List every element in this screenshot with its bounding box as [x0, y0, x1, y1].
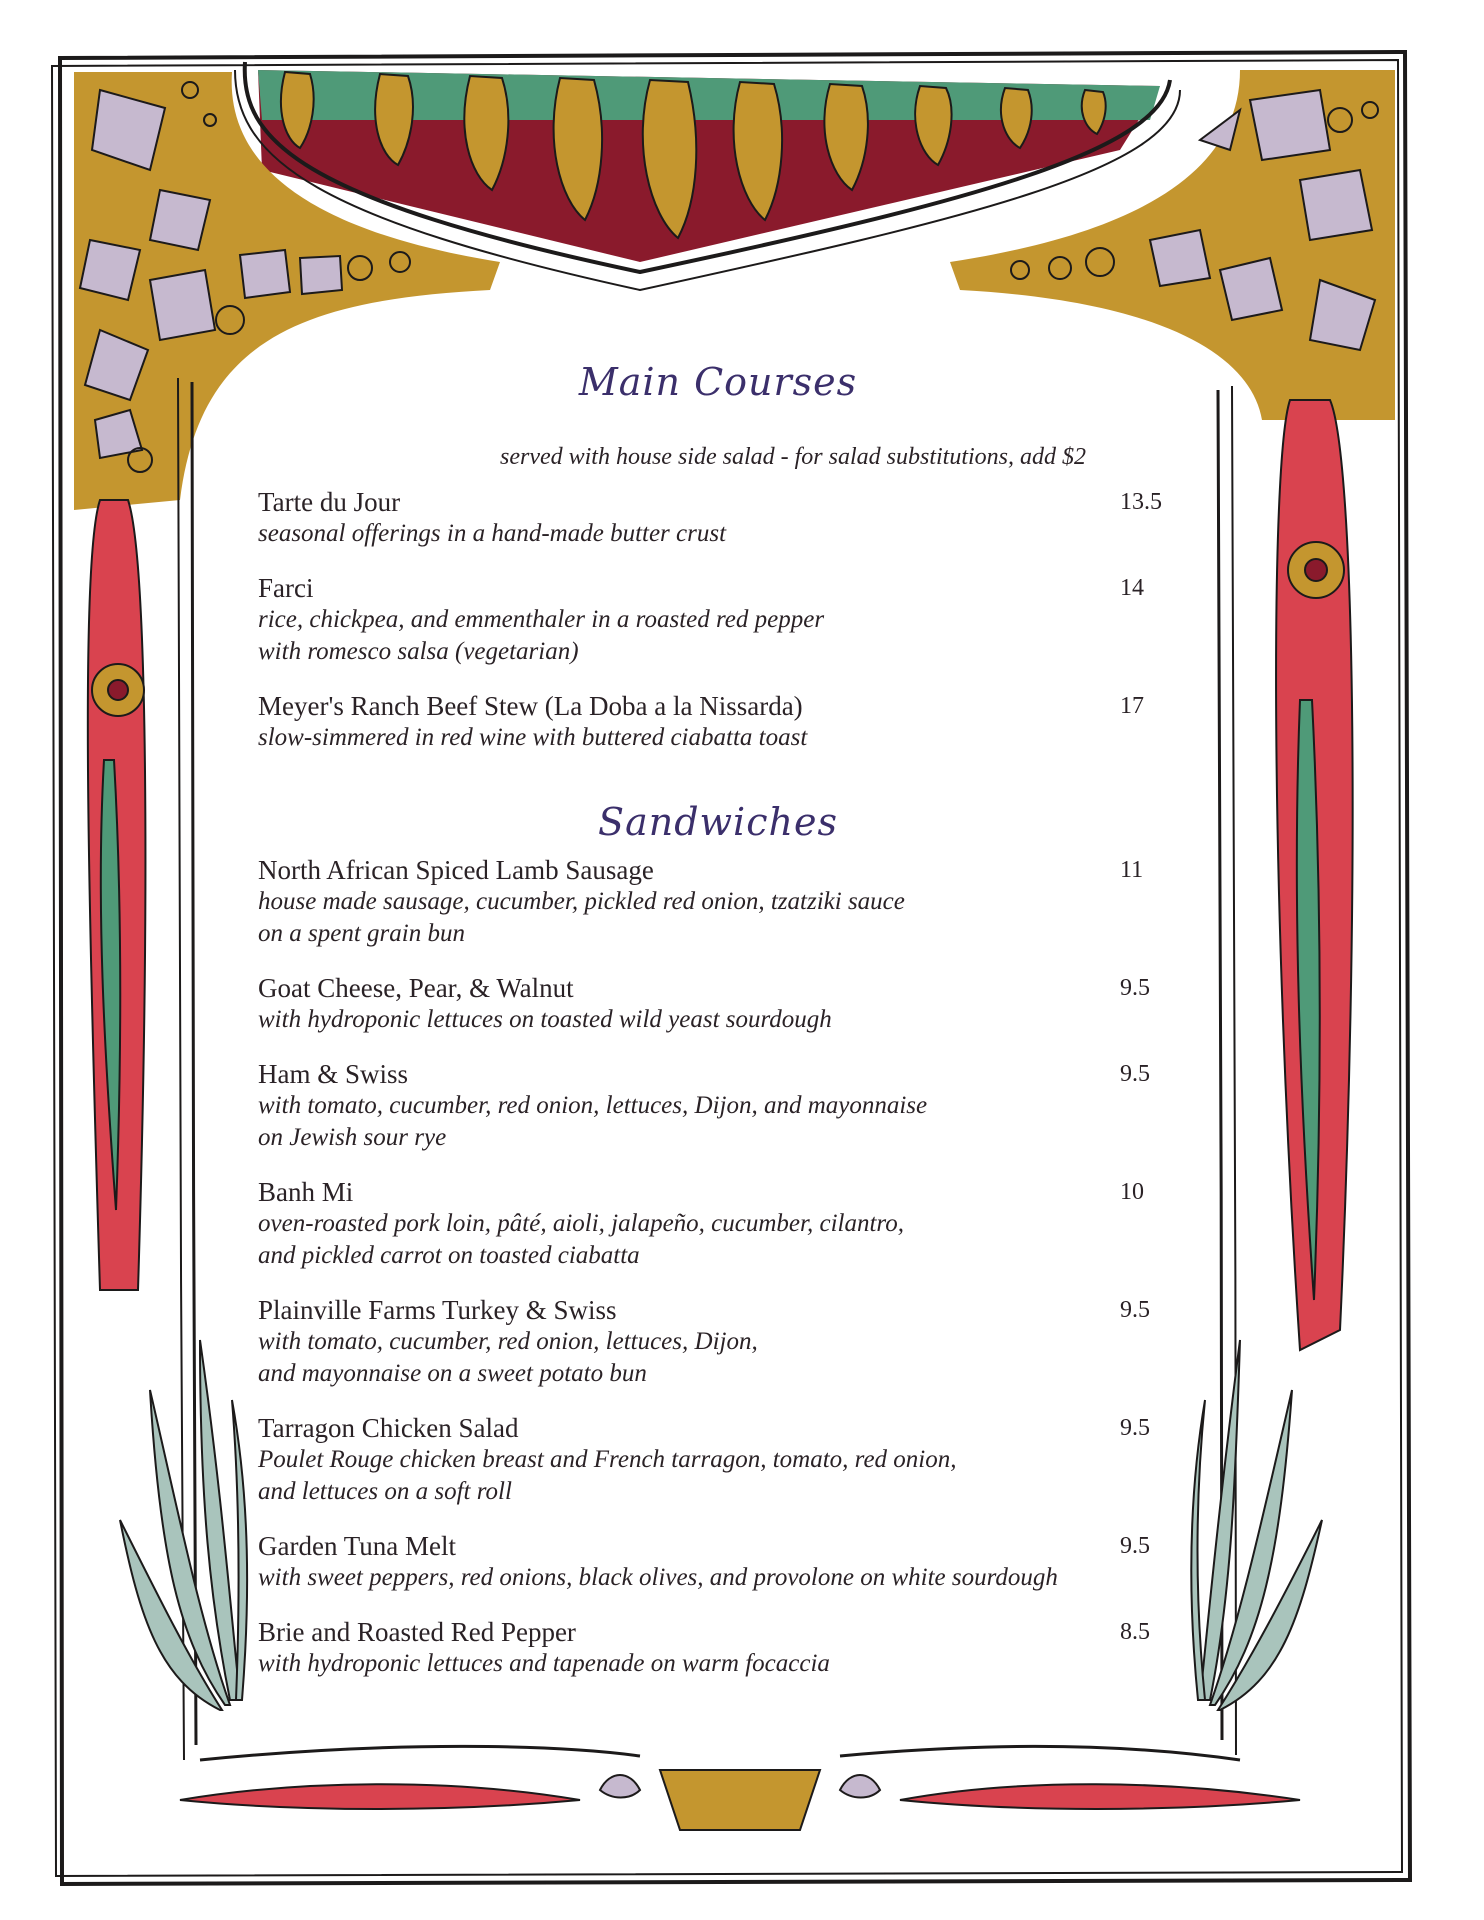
item-description: with hydroponic lettuces and tapenade on warm focaccia [258, 1650, 830, 1677]
menu-item [258, 854, 1178, 950]
item-price: 8.5 [1120, 1619, 1150, 1645]
main-courses-subtitle: served with house side salad - for salad substitutions, add $2 [499, 444, 1086, 470]
item-name: Plainville Farms Turkey & Swiss [258, 1295, 617, 1325]
item-name: Tarte du Jour [258, 487, 401, 517]
item-name: North African Spiced Lamb Sausage [258, 855, 654, 885]
item-name: Banh Mi [258, 1177, 354, 1207]
item-name: Ham & Swiss [258, 1059, 409, 1089]
menu-item [258, 1294, 1178, 1390]
item-description: with tomato, cucumber, red onion, lettuces, Dijon, and mayonnaise on Jewish sour rye [258, 1092, 928, 1151]
item-price: 11 [1120, 857, 1144, 883]
section-title-main-courses: Main Courses [578, 360, 858, 404]
item-name: Farci [258, 573, 314, 603]
menu-item [258, 690, 1178, 754]
item-description: house made sausage, cucumber, pickled red onion, tzatziki sauce on a spent grain bun [258, 888, 905, 947]
item-price: 17 [1120, 693, 1144, 719]
menu-item [258, 572, 1178, 668]
menu-item [258, 1058, 1178, 1154]
item-description: with sweet peppers, red onions, black olives, and provolone on white sourdough [258, 1564, 1058, 1591]
section-title-sandwiches: Sandwiches [598, 800, 838, 844]
item-name: Tarragon Chicken Salad [258, 1413, 519, 1443]
item-name: Garden Tuna Melt [258, 1531, 456, 1561]
menu-item [258, 1530, 1178, 1594]
item-price: 9.5 [1120, 1297, 1150, 1323]
menu-item [258, 1616, 1178, 1680]
item-price: 13.5 [1120, 489, 1162, 515]
item-name: Brie and Roasted Red Pepper [258, 1617, 576, 1647]
item-price: 9.5 [1120, 975, 1150, 1001]
menu-item [258, 972, 1178, 1036]
item-description: seasonal offerings in a hand-made butter crust [258, 520, 727, 547]
item-price: 10 [1120, 1179, 1144, 1205]
item-description: rice, chickpea, and emmenthaler in a roasted red pepper with romesco salsa (vegetarian) [258, 606, 825, 665]
menu-item [258, 1176, 1178, 1272]
item-description: Poulet Rouge chicken breast and French tarragon, tomato, red onion, and lettuces on a soft roll [258, 1446, 957, 1505]
item-price: 9.5 [1120, 1415, 1150, 1441]
item-price: 9.5 [1120, 1061, 1150, 1087]
item-name: Goat Cheese, Pear, & Walnut [258, 973, 574, 1003]
item-description: oven-roasted pork loin, pâté, aioli, jalapeño, cucumber, cilantro, and pickled carrot on toasted ciabatta [258, 1210, 904, 1269]
menu-item [258, 1412, 1178, 1508]
item-name: Meyer's Ranch Beef Stew (La Doba a la Nissarda) [258, 691, 803, 721]
item-description: slow-simmered in red wine with buttered ciabatta toast [258, 724, 808, 751]
item-description: with hydroponic lettuces on toasted wild yeast sourdough [258, 1006, 832, 1033]
menu-item [258, 486, 1178, 550]
item-description: with tomato, cucumber, red onion, lettuces, Dijon, and mayonnaise on a sweet potato bun [258, 1328, 758, 1387]
item-price: 9.5 [1120, 1533, 1150, 1559]
item-price: 14 [1120, 575, 1144, 601]
